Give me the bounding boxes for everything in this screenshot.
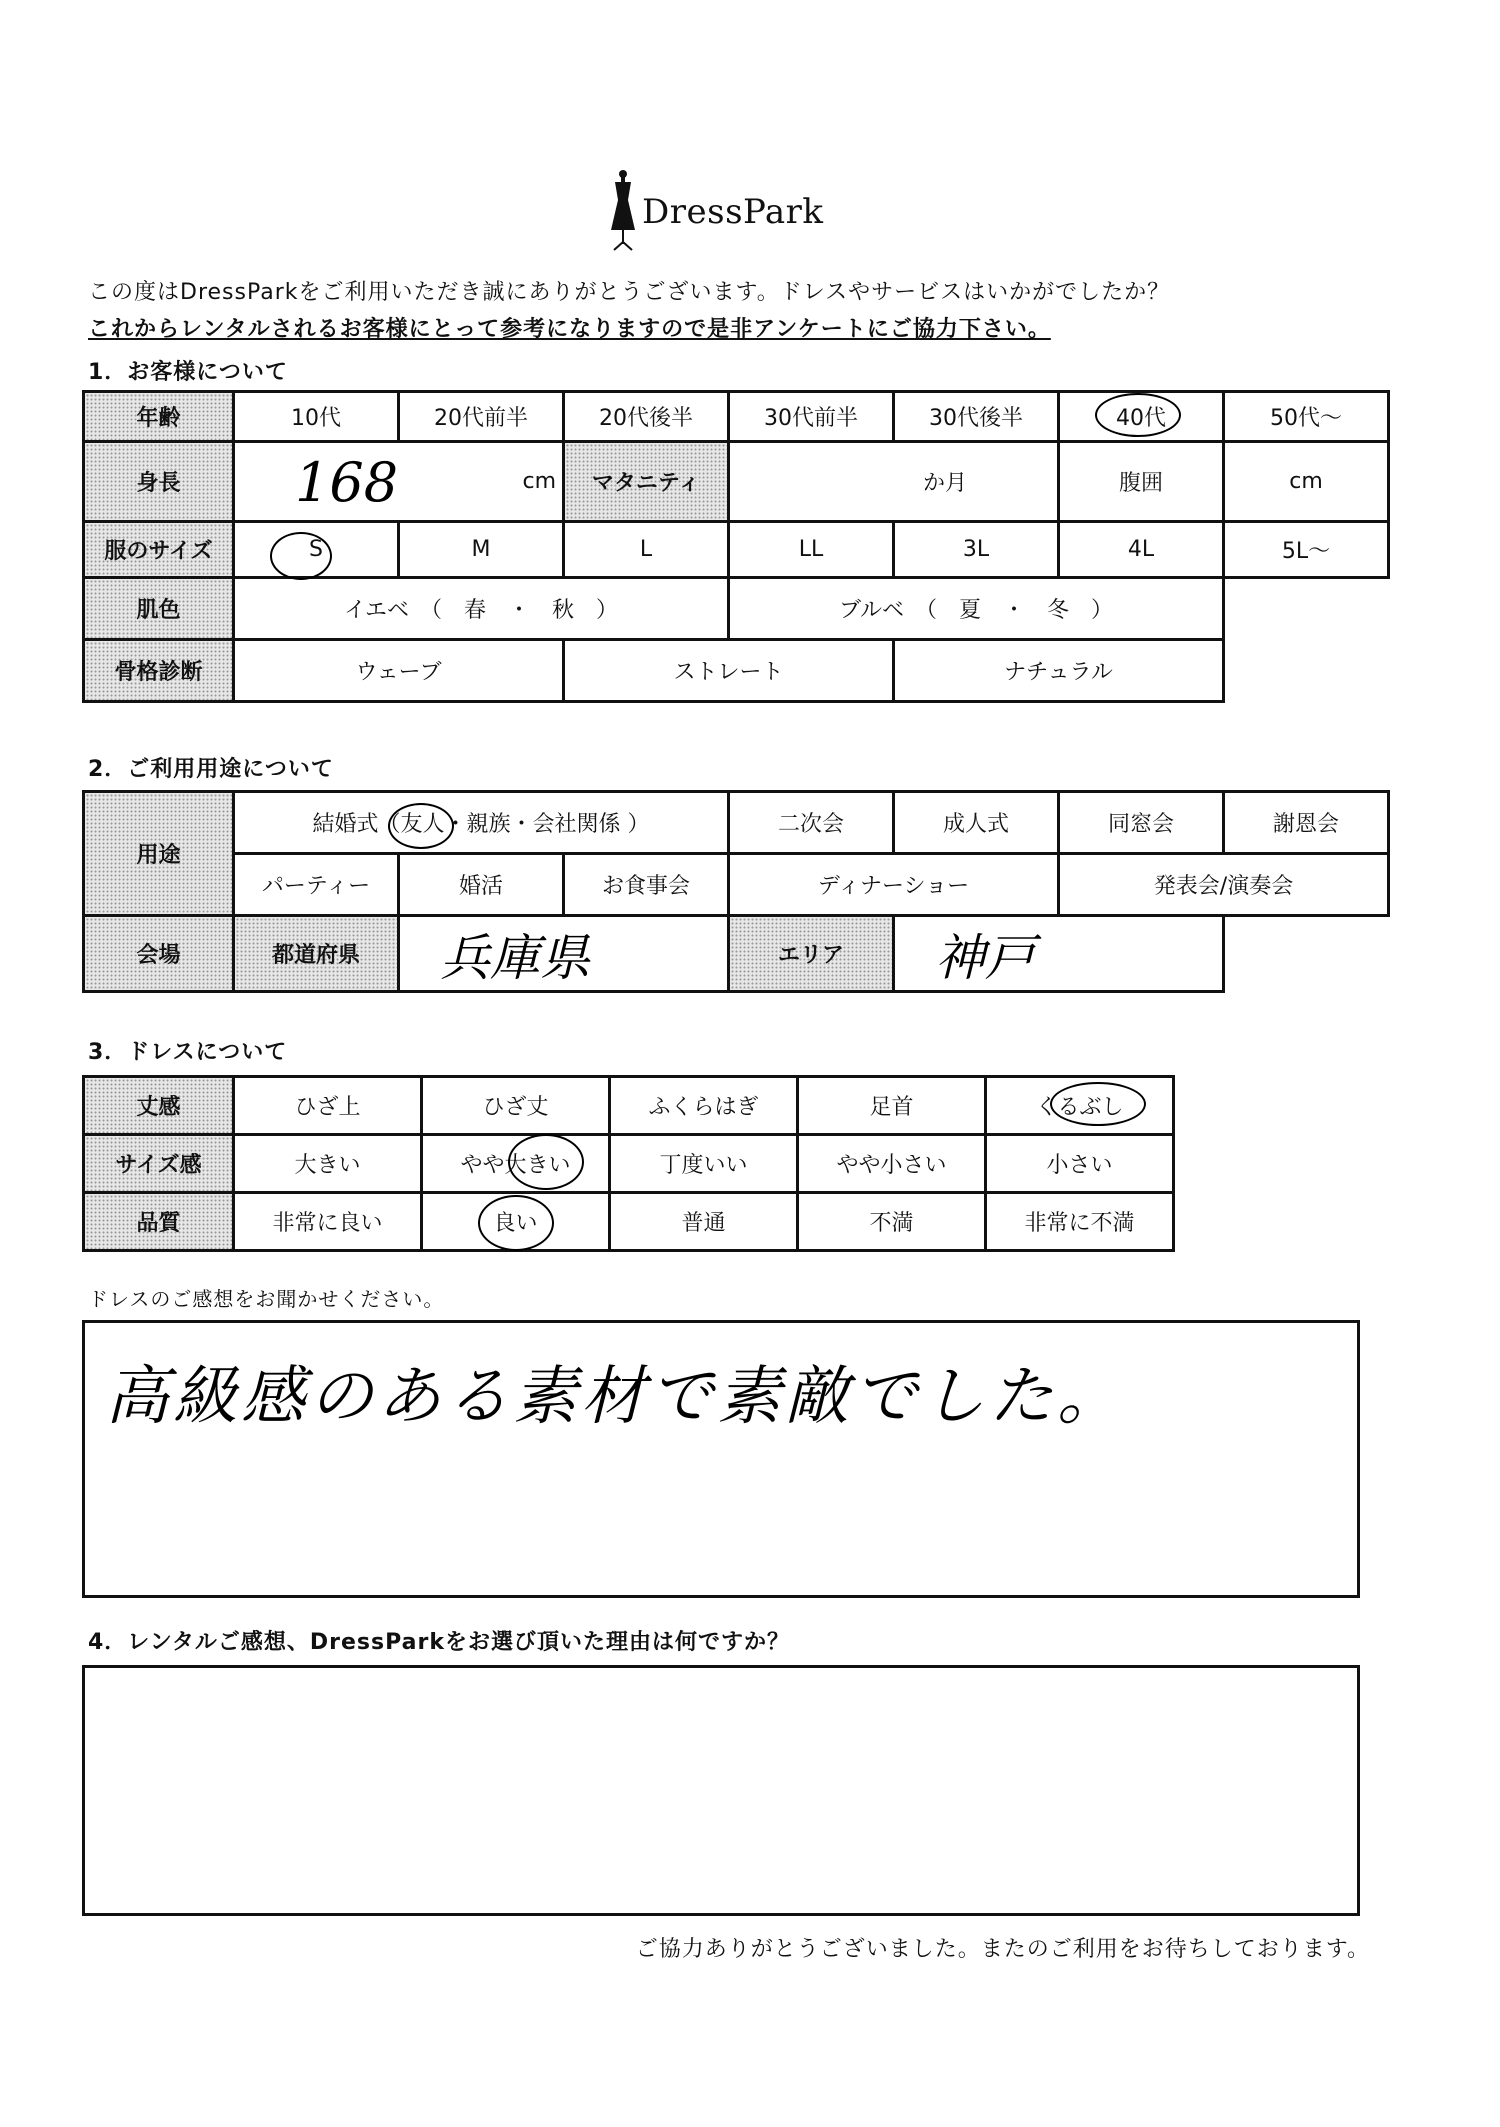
- dress-table: [82, 1075, 1175, 1252]
- height-field[interactable]: [234, 442, 564, 522]
- age-option[interactable]: 50代～: [1224, 392, 1389, 442]
- purpose-option[interactable]: 婚活: [399, 854, 564, 916]
- wedding-suffix: ・親族・会社関係 ）: [444, 812, 650, 837]
- brand-logo-text: DressPark: [642, 192, 824, 232]
- size-option[interactable]: L: [564, 522, 729, 578]
- age-option[interactable]: 20代後半: [564, 392, 729, 442]
- impression-answer: 高級感のある素材で素敵でした。: [105, 1360, 1125, 1434]
- fit-option[interactable]: 大きい: [234, 1135, 422, 1193]
- maternity-months-field[interactable]: [729, 442, 1059, 522]
- height-label: 身長: [84, 442, 234, 522]
- skin-blue-option[interactable]: ブルベ （ 夏 ・ 冬 ）: [729, 578, 1224, 640]
- height-unit: cm: [522, 469, 556, 494]
- waist-field[interactable]: [1224, 442, 1389, 522]
- impression-prompt: ドレスのご感想をお聞かせください。: [88, 1287, 445, 1311]
- fit-option-selected[interactable]: やや大きい: [422, 1135, 610, 1193]
- wedding-friend-selected[interactable]: 友人: [400, 812, 445, 837]
- wedding-selection-circle: [388, 803, 454, 849]
- length-option[interactable]: ひざ上: [234, 1077, 422, 1135]
- quality-option[interactable]: 不満: [798, 1193, 986, 1251]
- fit-label: サイズ感: [84, 1135, 234, 1193]
- size-option[interactable]: 4L: [1059, 522, 1224, 578]
- length-selection-circle: [1050, 1082, 1146, 1126]
- purpose-option[interactable]: ディナーショー: [729, 854, 1059, 916]
- purpose-option[interactable]: 同窓会: [1059, 792, 1224, 854]
- purpose-option[interactable]: 謝恩会: [1224, 792, 1389, 854]
- size-label: 服のサイズ: [84, 522, 234, 578]
- intro-text: この度はDressParkをご利用いただき誠にありがとうございます。ドレスやサービスはいかがでしたか？: [88, 280, 1171, 305]
- quality-option-selected[interactable]: 良い: [422, 1193, 610, 1251]
- frame-option[interactable]: ウェーブ: [234, 640, 564, 702]
- section-3-title: 3．ドレスについて: [88, 1040, 288, 1065]
- wedding-option[interactable]: [234, 792, 729, 854]
- skin-label: 肌色: [84, 578, 234, 640]
- quality-option[interactable]: 非常に良い: [234, 1193, 422, 1251]
- quality-option[interactable]: 普通: [610, 1193, 798, 1251]
- age-selection-circle: [1095, 393, 1181, 437]
- purpose-option[interactable]: 成人式: [894, 792, 1059, 854]
- size-option-selected[interactable]: S: [234, 522, 399, 578]
- reason-answer-box[interactable]: [82, 1665, 1360, 1916]
- area-value[interactable]: 神戸: [894, 916, 1224, 992]
- size-selection-circle: [270, 532, 332, 580]
- length-option-selected[interactable]: くるぶし: [986, 1077, 1174, 1135]
- age-option[interactable]: 30代前半: [729, 392, 894, 442]
- size-option[interactable]: M: [399, 522, 564, 578]
- purpose-option[interactable]: お食事会: [564, 854, 729, 916]
- quality-option[interactable]: 非常に不満: [986, 1193, 1174, 1251]
- dress-form-icon: [606, 168, 640, 254]
- frame-label: 骨格診断: [84, 640, 234, 702]
- age-option[interactable]: 10代: [234, 392, 399, 442]
- frame-option[interactable]: ストレート: [564, 640, 894, 702]
- skin-yellow-option[interactable]: イエベ （ 春 ・ 秋 ）: [234, 578, 729, 640]
- purpose-option[interactable]: 発表会/演奏会: [1059, 854, 1389, 916]
- section-4-title: 4．レンタルご感想、DressParkをお選び頂いた理由は何ですか？: [88, 1630, 790, 1655]
- purpose-label: 用途: [84, 792, 234, 916]
- age-option[interactable]: 20代前半: [399, 392, 564, 442]
- intro-request: これからレンタルされるお客様にとって参考になりますので是非アンケートにご協力下さい。: [88, 317, 1051, 342]
- months-unit: か月: [922, 471, 967, 496]
- age-option-selected[interactable]: 40代: [1059, 392, 1224, 442]
- wedding-prefix: 結婚式（: [312, 812, 401, 837]
- prefecture-label: 都道府県: [234, 916, 399, 992]
- fit-option[interactable]: 丁度いい: [610, 1135, 798, 1193]
- venue-label: 会場: [84, 916, 234, 992]
- length-option[interactable]: 足首: [798, 1077, 986, 1135]
- purpose-option[interactable]: パーティー: [234, 854, 399, 916]
- waist-unit: cm: [1289, 469, 1323, 494]
- fit-option[interactable]: やや小さい: [798, 1135, 986, 1193]
- size-option[interactable]: LL: [729, 522, 894, 578]
- length-option[interactable]: ひざ丈: [422, 1077, 610, 1135]
- section-2-title: 2．ご利用用途について: [88, 757, 334, 782]
- length-label: 丈感: [84, 1077, 234, 1135]
- fit-selection-circle: [508, 1134, 584, 1190]
- area-label: エリア: [729, 916, 894, 992]
- fit-option[interactable]: 小さい: [986, 1135, 1174, 1193]
- closing-thanks: ご協力ありがとうございました。またのご利用をお待ちしております。: [635, 1937, 1370, 1962]
- age-label: 年齢: [84, 392, 234, 442]
- length-option[interactable]: ふくらはぎ: [610, 1077, 798, 1135]
- size-option[interactable]: 5L～: [1224, 522, 1389, 578]
- prefecture-value[interactable]: 兵庫県: [399, 916, 729, 992]
- age-option[interactable]: 30代後半: [894, 392, 1059, 442]
- impression-answer-box[interactable]: [82, 1320, 1360, 1598]
- usage-table: [82, 790, 1390, 993]
- section-1-title: 1．お客様について: [88, 360, 288, 385]
- size-option[interactable]: 3L: [894, 522, 1059, 578]
- maternity-label: マタニティ: [564, 442, 729, 522]
- quality-label: 品質: [84, 1193, 234, 1251]
- frame-option[interactable]: ナチュラル: [894, 640, 1224, 702]
- waist-label: 腹囲: [1059, 442, 1224, 522]
- purpose-option[interactable]: 二次会: [729, 792, 894, 854]
- height-value: 168: [295, 451, 399, 514]
- quality-selection-circle: [478, 1195, 554, 1251]
